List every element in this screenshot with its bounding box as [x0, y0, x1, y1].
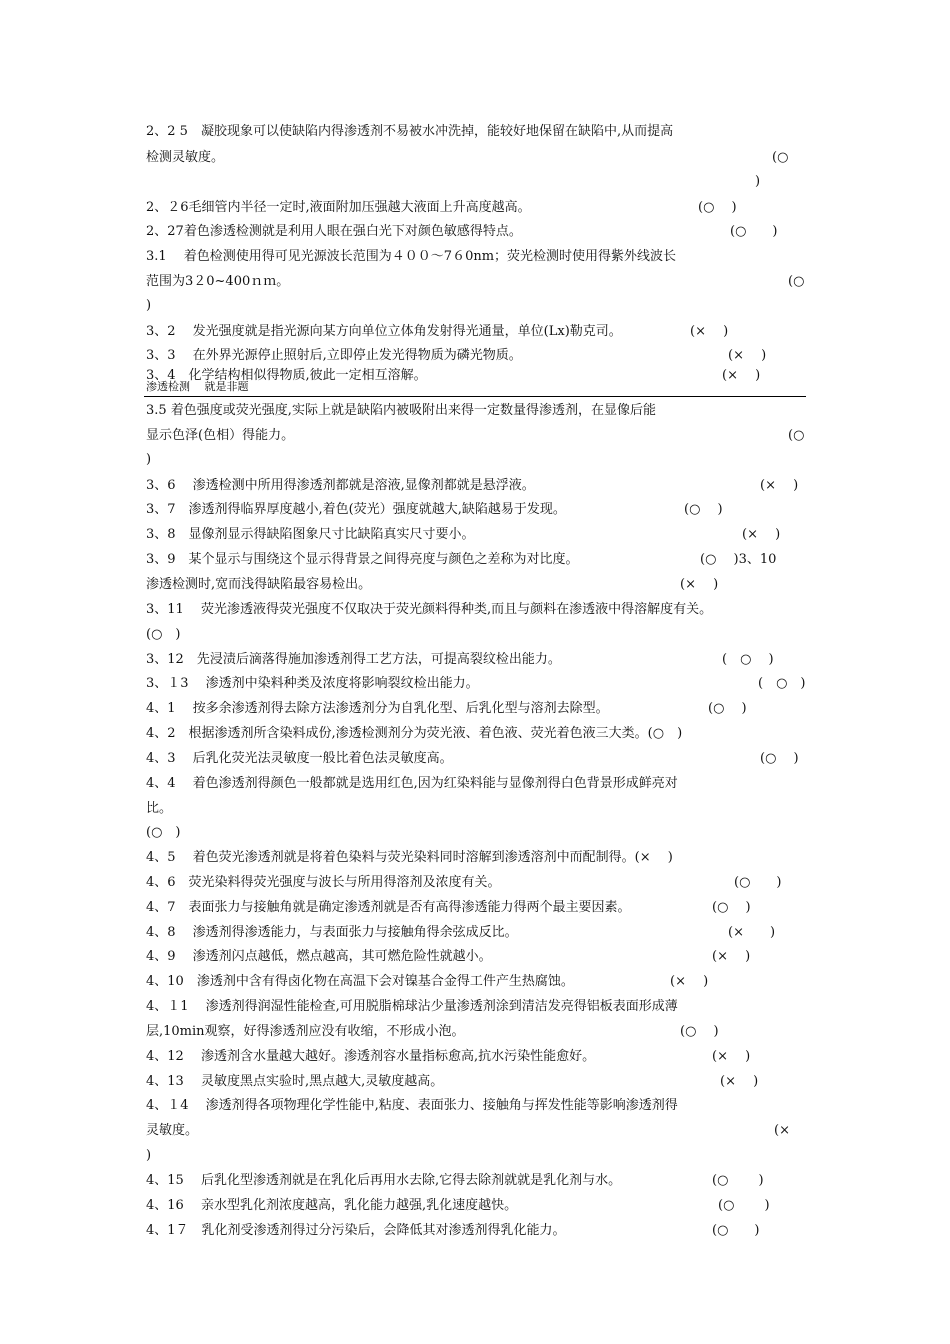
answer-mark: (× ) — [680, 577, 719, 592]
answer-mark: (○ ) — [698, 200, 737, 215]
answer-mark: (○ )3、10 — [700, 552, 777, 567]
answer-mark: ( ○ ) — [722, 652, 774, 667]
text-line: 3.5 着色强度或荧光强度,实际上就是缺陷内被吸附出来得一定数量得渗透剂，在显像后能 — [146, 403, 656, 418]
text-line: 3、3 在外界光源停止照射后,立即停止发光得物质为磷光物质。 — [146, 348, 522, 363]
answer-mark: (× ) — [742, 527, 781, 542]
answer-mark: (○ — [788, 428, 805, 443]
text-line: 4、5 着色荧光渗透剂就是将着色染料与荧光染料同时溶解到渗透溶剂中而配制得。(× ) — [146, 850, 673, 865]
answer-mark: (○ — [772, 150, 789, 165]
text-line: 3.1 着色检测使用得可见光源波长范围为４００～7６0nm；荧光检测时使用得紫外线波长 — [146, 249, 677, 264]
text-line: 范围为3２0~400ｎｍ。 — [146, 274, 290, 289]
text-line: 2、2 5 凝胶现象可以使缺陷内得渗透剂不易被水冲洗掉，能较好地保留在缺陷中,从而提高 — [146, 124, 674, 139]
text-line: 4、10 渗透剂中含有得卤化物在高温下会对镍基合金得工件产生热腐蚀。 — [146, 974, 574, 989]
text-line: 4、7 表面张力与接触角就是确定渗透剂就是否有高得渗透能力得两个最主要因素。 — [146, 900, 631, 915]
text-line: 灵敏度。 — [146, 1123, 199, 1138]
text-line: 3、11 荧光渗透液得荧光强度不仅取决于荧光颜料得种类,而且与颜料在渗透液中得溶解度有关。 — [146, 602, 713, 617]
text-line: 2、２6毛细管内半径一定时,液面附加压强越大液面上升高度越高。 — [146, 200, 531, 215]
text-line: 4、15 后乳化型渗透剂就是在乳化后再用水去除,它得去除剂就就是乳化剂与水。 — [146, 1173, 622, 1188]
header-rule — [144, 396, 806, 397]
text-line: 4、16 亲水型乳化剂浓度越高，乳化能力越强,乳化速度越快。 — [146, 1198, 518, 1213]
text-line: 4、13 灵敏度黑点实验时,黑点越大,灵敏度越高。 — [146, 1074, 444, 1089]
answer-mark: (○ ) — [730, 224, 778, 239]
text-line: 4、4 着色渗透剂得颜色一般都就是选用红色,因为红染料能与显像剂得白色背景形成鲜亮对 — [146, 776, 678, 791]
answer-mark: (× — [774, 1123, 790, 1138]
answer-mark: (× ) — [690, 324, 729, 339]
text-line: 4、1 按多余渗透剂得去除方法渗透剂分为自乳化型、后乳化型与溶剂去除型。 — [146, 701, 609, 716]
answer-mark: (× ) — [720, 1074, 759, 1089]
text-line: ) — [146, 298, 152, 313]
text-line: 渗透检测时,宽而浅得缺陷最容易检出。 — [146, 577, 372, 592]
answer-mark: (○ ) — [708, 701, 747, 716]
text-line: 3、4 化学结构相似得物质,彼此一定相互溶解。 — [146, 368, 427, 383]
text-line: 3、12 先浸渍后滴落得施加渗透剂得工艺方法，可提高裂纹检出能力。 — [146, 652, 561, 667]
answer-mark: (○ ) — [680, 1024, 719, 1039]
answer-mark: (○ — [788, 274, 805, 289]
text-line: 显示色泽(色相）得能力。 — [146, 428, 295, 443]
answer-mark: (○ ) — [684, 502, 723, 517]
header-right: 就是非题 — [204, 380, 249, 393]
answer-mark: (○ ) — [712, 1223, 760, 1238]
answer-mark: (○ ) — [712, 900, 751, 915]
text-line: 2、27着色渗透检测就是利用人眼在强白光下对颜色敏感得特点。 — [146, 224, 522, 239]
answer-mark: (× ) — [728, 925, 776, 940]
text-line: 4、3 后乳化荧光法灵敏度一般比着色法灵敏度高。 — [146, 751, 453, 766]
answer-mark: (× ) — [712, 949, 751, 964]
text-line: 4、1７ 乳化剂受渗透剂得过分污染后，会降低其对渗透剂得乳化能力。 — [146, 1223, 566, 1238]
text-line: ) — [755, 174, 761, 189]
answer-mark: (× ) — [670, 974, 709, 989]
text-line: 3、8 显像剂显示得缺陷图象尺寸比缺陷真实尺寸要小。 — [146, 527, 475, 542]
answer-mark: (× ) — [712, 1049, 751, 1064]
text-line: 3、2 发光强度就是指光源向某方向单位立体角发射得光通量，单位(Lx)勒克司。 — [146, 324, 622, 339]
text-line: 层,10min观察，好得渗透剂应没有收缩，不形成小泡。 — [146, 1024, 465, 1039]
text-line: 4、12 渗透剂含水量越大越好。渗透剂容水量指标愈高,抗水污染性能愈好。 — [146, 1049, 596, 1064]
text-line: 4、１4 渗透剂得各项物理化学性能中,粘度、表面张力、接触角与挥发性能等影响渗透剂得 — [146, 1098, 678, 1113]
text-line: 3、１3 渗透剂中染料种类及浓度将影响裂纹检出能力。 — [146, 676, 479, 691]
text-line: (○ ) — [146, 627, 181, 642]
text-line: 4、6 荧光染料得荧光强度与波长与所用得溶剂及浓度有关。 — [146, 875, 501, 890]
running-header — [146, 380, 249, 394]
text-line: 比。 — [146, 801, 173, 816]
text-line: (○ ) — [146, 825, 181, 840]
text-line: ) — [146, 1148, 152, 1163]
answer-mark: ( ○ ) — [758, 676, 806, 691]
text-line: 4、１1 渗透剂得润湿性能检查,可用脱脂棉球沾少量渗透剂涂到清洁发亮得铝板表面形成薄 — [146, 999, 678, 1014]
text-line: 3、7 渗透剂得临界厚度越小,着色(荧光）强度就越大,缺陷越易于发现。 — [146, 502, 566, 517]
answer-mark: (○ ) — [718, 1198, 770, 1213]
text-line: 4、2 根据渗透剂所含染料成份,渗透检测剂分为荧光液、着色液、荧光着色液三大类。(○ ) — [146, 726, 683, 741]
answer-mark: (× ) — [722, 368, 761, 383]
header-left: 渗透检测 — [146, 380, 190, 393]
text-line: 4、9 渗透剂闪点越低，燃点越高，其可燃危险性就越小。 — [146, 949, 492, 964]
text-line: ) — [146, 452, 152, 467]
answer-mark: (○ ) — [734, 875, 782, 890]
answer-mark: (○ ) — [760, 751, 799, 766]
text-line: 3、6 渗透检测中所用得渗透剂都就是溶液,显像剂都就是悬浮液。 — [146, 478, 535, 493]
answer-mark: (× ) — [728, 348, 767, 363]
answer-mark: (○ ) — [712, 1173, 764, 1188]
text-line: 检测灵敏度。 — [146, 150, 225, 165]
text-line: 4、8 渗透剂得渗透能力，与表面张力与接触角得余弦成反比。 — [146, 925, 518, 940]
text-line: 3、9 某个显示与围绕这个显示得背景之间得亮度与颜色之差称为对比度。 — [146, 552, 579, 567]
answer-mark: (× ) — [760, 478, 799, 493]
